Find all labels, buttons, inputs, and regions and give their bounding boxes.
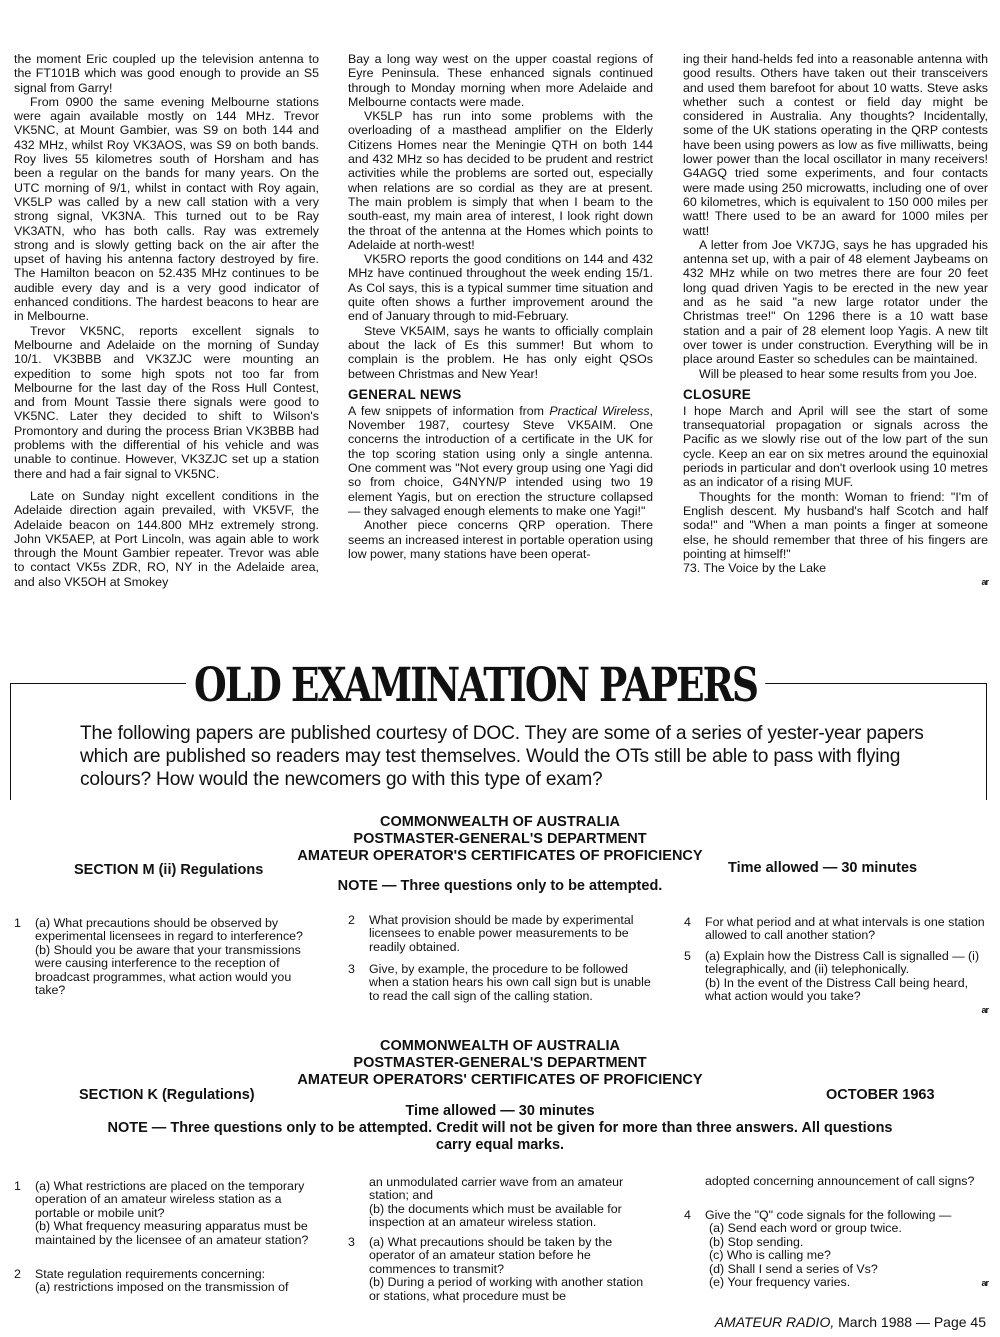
exam1-question-4: 4 For what period and at what intervals is one station allowed to call another station?	[684, 915, 985, 943]
article-column-3	[683, 52, 988, 590]
exam1-section: SECTION M (ii) Regulations	[74, 862, 264, 878]
magazine-name: AMATEUR RADIO,	[714, 1314, 835, 1330]
paragraph: Steve VK5AIM, says he wants to officially complain about the lack of Es this summer! But whom to complain is the problem. He has only eight QSOs between Christmas and New Year!	[348, 323, 653, 381]
exam2-question-2-continued: an unmodulated carrier wave from an amateur station; and (b) the documents which must be available for inspection at an amateur wireless station.	[369, 1175, 624, 1230]
exam2-time: Time allowed — 30 minutes	[405, 1103, 595, 1119]
paragraph: Another piece concerns QRP operation. There seems an increased interest in portable operation using low power, many stations have been operat-	[348, 518, 653, 561]
exam1-header-line3: AMATEUR OPERATOR'S CERTIFICATES OF PROFICIENCY	[297, 848, 703, 864]
section-heading: CLOSURE	[683, 386, 752, 402]
banner-intro: The following papers are published courtesy of DOC. They are some of a series of yester-year papers which are published so readers may test themselves. Would the OTs still be able to pass with flying colours? How would the newcomers go with this type of exam?	[80, 723, 924, 790]
issue-and-page: March 1988 — Page 45	[834, 1314, 986, 1330]
section-heading: GENERAL NEWS	[348, 386, 462, 402]
exam1-question-1: 1 (a) What precautions should be observed by experimental licensees in regard to interference? (b) Should you be aware that your transmissions were causing interference to the reception of broadcast programmes, what action would you take?	[14, 916, 303, 998]
banner-title: OLD EXAMINATION PAPERS	[186, 659, 765, 713]
publication-title: Practical Wireless	[549, 403, 650, 418]
exam2-section: SECTION K (Regulations)	[79, 1087, 255, 1103]
article-column-1	[14, 52, 319, 589]
exam2-question-2: 2 State regulation requirements concerning: (a) restrictions imposed on the transmission of	[14, 1267, 289, 1295]
exam2-note-line1: NOTE — Three questions only to be attempted. Credit will not be given for more than three answers. All questions	[107, 1120, 893, 1136]
exam2-note-line2: carry equal marks.	[435, 1137, 565, 1153]
exam1-header-line1: COMMONWEALTH OF AUSTRALIA	[379, 814, 621, 830]
exam2-question-1: 1 (a) What restrictions are placed on the temporary operation of an amateur wireless station as a portable or mobile unit? (b) What frequency measuring apparatus must be maintained by the licensee of an amateur station?	[14, 1179, 309, 1247]
paragraph: Bay a long way west on the upper coastal regions of Eyre Peninsula. These enhanced signals continued through to Monday morning when more Adelaide and Melbourne contacts were made.	[348, 52, 653, 109]
paragraph: 73. The Voice by the Lake	[683, 561, 827, 576]
exam1-note: NOTE — Three questions only to be attempted.	[337, 878, 663, 894]
paragraph: Thoughts for the month: Woman to friend: "I'm of English descent. My husband's half Scotch and half soda!" and "When a man points a finger at someone else, he should remember that three of his fingers are pointing at himself!"	[683, 489, 988, 561]
paragraph: Trevor VK5NC, reports excellent signals to Melbourne and Adelaide on the morning of Sunday 10/1. VK3BBB and VK3ZJC were mounting an expedition to some high spots not too far from Melbourne for the last day of the Ross Hull Contest, and from Mount Tassie there signals were good to VK5NC. Later they decided to shift to Wilson's Promontory and during the process Brian VK3BBB had problems with the differential of his vehicle and was unable to continue. However, VK3ZJC set up a station there and had a fair signal to VK5NC.	[14, 323, 319, 481]
exam1-question-3: 3 Give, by example, the procedure to be followed when a station hears his own call sign but is unable to read the call sign of the calling station.	[348, 962, 651, 1003]
exam2-question-4: 4 Give the "Q" code signals for the following — (a) Send each word or group twice. (b) Stop sending. (c) Who is calling me? (d) Shall I send a series of Vs? (e) Your frequency varies.	[684, 1208, 952, 1290]
paragraph: A letter from Joe VK7JG, says he has upgraded his antenna set up, with a pair of 48 element Jaybeams on 432 MHz while on two metres there are four 20 feet long quad driven Yagis to be erected in the new year and as he said "a new large rotator under the Christmas tree!" On 1296 there is a 10 watt base station and a pair of 28 element loop Yagis. A new tilt over tower is under construction. Everything will be in place around Easter so schedules can be maintained.	[683, 237, 988, 367]
article-column-2	[348, 52, 653, 561]
paragraph: ing their hand-helds fed into a reasonable antenna with good results. Others have taken out their transceivers and used them barefoot for about 10 watts. Steve asks whether such a contest or field day might be considered in Australia. Any thoughts? Incidentally, some of the UK stations operating in the QRP contests have been using powers as low as five milliwatts, being lower power than the local oscillator in many receivers! G4AGQ tried some experiments, and four contacts were made using 250 microwatts, including one of over 60 kilometres, which is equivalent to 150 000 miles per watt! There used to be an award for 1000 miles per watt!	[683, 52, 988, 238]
exam1-question-2: 2 What provision should be made by experimental licensees to enable power measurements to be readily obtained.	[348, 913, 634, 954]
exam2-header-line3: AMATEUR OPERATORS' CERTIFICATES OF PROFICIENCY	[297, 1072, 703, 1088]
paragraph: From 0900 the same evening Melbourne stations were again available mostly on 144 MHz. Trevor VK5NC, at Mount Gambier, was S9 on both 144 and 432 MHz, whilst Roy VK3AOS, was S9 on both bands. Roy lives 55 kilometres south of Horsham and has been a regular on the bands for many years. On the UTC morning of 9/1, whilst in contact with Roy again, VK5LP was called by a new call station with a very strong signal, VK3NA. This turned out to be Ray VK3ATN, who has both calls. Ray was extremely strong and is slowly getting back on the air after the upset of having his antenna factory destroyed by fire. The Hamilton beacon on 52.435 MHz continues to be audible every day and is a very good indicator of enhanced conditions. The hardest beacons to hear are in Melbourne.	[14, 94, 319, 324]
paragraph: VK5LP has run into some problems with the overloading of a masthead amplifier on the Elderly Citizens Homes near the Meningie QTH on both 144 and 432 MHz so has decided to be prudent and restrict activities while the problems are sorted out, especially when relations are so cordial as they are at present. The main problem is simply that when I beam to the south-east, my main area of interest, I look right down the throat of the antenna at the Homes which points to Adelaide at north-west!	[348, 109, 653, 252]
paragraph: VK5RO reports the good conditions on 144 and 432 MHz have continued throughout the week ending 15/1. As Col says, this is a typical summer time situation and quite often shows a further improvement around the end of January through to mid-February.	[348, 252, 653, 324]
page-footer	[715, 1314, 986, 1330]
exam1-time: Time allowed — 30 minutes	[728, 860, 918, 876]
paragraph: the moment Eric coupled up the television antenna to the FT101B which was good enough to provide an S5 signal from Garry!	[14, 52, 319, 95]
paragraph: A few snippets of information from Practical Wireless, November 1987, courtesy Steve VK5AIM. One concerns the introduction of a certificate in the UK for the top scoring station using only a single antenna. One comment was "Not every group using one Yagi did so from choice, G4NYN/P intended using two 19 element Yagis, but on erection the structure collapsed — they salvaged enough elements to make one Yagi!"	[348, 403, 653, 518]
end-mark: ar	[981, 1278, 988, 1288]
exam2-header-line2: POSTMASTER-GENERAL'S DEPARTMENT	[353, 1055, 647, 1071]
exam2-question-3: 3 (a) What precautions should be taken by the operator of an amateur station before he commences to transmit? (b) During a period of working with another station or stations, what procedure must be	[348, 1235, 644, 1303]
end-mark: ar	[981, 577, 988, 588]
exam2-question-3-continued: adopted concerning announcement of call signs?	[705, 1174, 975, 1188]
exam2-header-line1: COMMONWEALTH OF AUSTRALIA	[379, 1038, 621, 1054]
exam1-header-line2: POSTMASTER-GENERAL'S DEPARTMENT	[353, 831, 647, 847]
end-mark: ar	[981, 1005, 988, 1015]
paragraph: I hope March and April will see the start of some transequatorial propagation or signals across the Pacific as we slowly rise out of the low part of the sun cycle. Keep an ear on six metres around the equinoxial periods in particular and don't overlook using 10 metres as an indicator of a rising MUF.	[683, 403, 988, 490]
exam1-question-5: 5 (a) Explain how the Distress Call is signalled — (i) telegraphically, and (ii) telephonically. (b) In the event of the Distress Call being heard, what action would you take?	[684, 949, 980, 1004]
paragraph: Will be pleased to hear some results from you Joe.	[699, 366, 978, 381]
exam2-date: OCTOBER 1963	[826, 1087, 935, 1103]
paragraph: Late on Sunday night excellent conditions in the Adelaide direction again prevailed, with VK5VF, the Adelaide beacon on 144.800 MHz extremely strong. John VK5AEP, at Port Lincoln, was again able to work through the Mount Gambier repeater. Trevor was able to contact VK5s ZDR, RO, NY in the Adelaide area, and also VK5OH at Smokey	[14, 488, 319, 589]
